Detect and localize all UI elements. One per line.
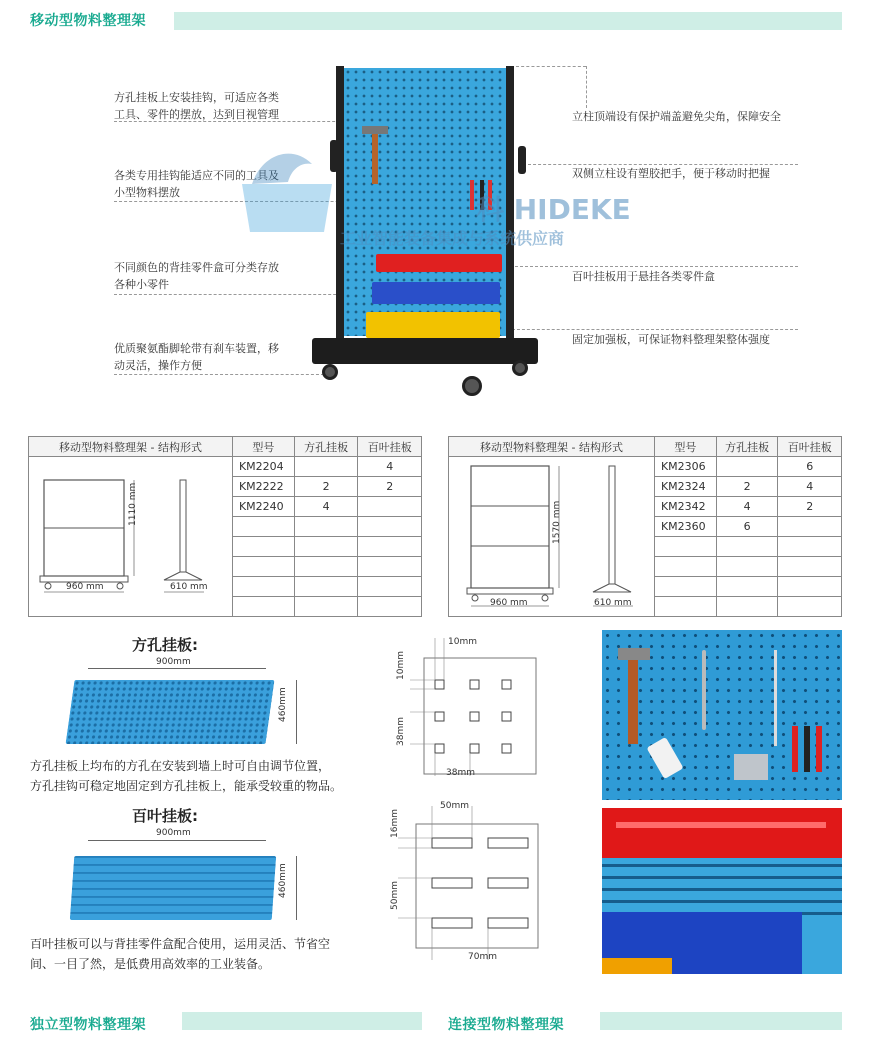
- handle-right: [518, 146, 526, 174]
- table-cell: 2: [716, 477, 778, 497]
- pegboard-tools-photo: [602, 630, 842, 800]
- column-header: 型号: [654, 437, 716, 457]
- footer-title-right: 连接型物料整理架: [448, 1017, 564, 1033]
- table-cell: KM2324: [654, 477, 716, 497]
- callout-line: [512, 329, 798, 330]
- table-cell: 6: [716, 517, 778, 537]
- hook-icon: [774, 650, 777, 746]
- table-cell: KM2306: [654, 457, 716, 477]
- louver-board-desc-1: 百叶挂板可以与背挂零件盒配合使用，运用灵活、节省空: [30, 937, 331, 951]
- caster-wheel-icon: [322, 364, 338, 380]
- square-board-height: 460mm: [278, 687, 288, 722]
- table-cell: [358, 557, 422, 577]
- callout-left-1: 方孔挂板上安装挂钩，可适应各类工具、零件的摆放，达到目视管理: [114, 91, 279, 121]
- table-cell: [716, 597, 778, 617]
- table-cell: [716, 557, 778, 577]
- table-cell: 4: [716, 497, 778, 517]
- square-hole-board: [66, 680, 275, 744]
- callout-right-1: 立柱顶端设有保护端盖避免尖角，保障安全: [572, 110, 781, 123]
- column-header: 型号: [232, 437, 294, 457]
- column-header: 方孔挂板: [294, 437, 358, 457]
- dim-height: 1110 mm: [128, 482, 138, 526]
- table-cell: [654, 557, 716, 577]
- table-cell: [654, 577, 716, 597]
- bin-rim: [616, 822, 826, 828]
- square-pitch-v: 38mm: [396, 717, 406, 746]
- footer-title-left: 独立型物料整理架: [30, 1017, 146, 1033]
- table-cell: [778, 597, 842, 617]
- dim-depth: 610 mm: [594, 598, 632, 608]
- parts-bin-blue: [372, 282, 500, 304]
- louver-slot-width: 50mm: [440, 801, 469, 811]
- table-cell: KM2222: [232, 477, 294, 497]
- callout-right-3: 百叶挂板用于悬挂各类零件盒: [572, 270, 715, 283]
- table-cell: [232, 537, 294, 557]
- dim-line: [88, 840, 266, 841]
- parts-bin-red: [376, 254, 502, 272]
- table-row: [449, 457, 842, 477]
- caster-wheel-icon: [512, 360, 528, 376]
- footer-bar-right: [600, 1012, 842, 1030]
- watermark-brand: 科 HIDEKE: [476, 193, 631, 226]
- screwdriver-icon: [816, 726, 822, 772]
- table-cell: [232, 597, 294, 617]
- table-cell: [358, 577, 422, 597]
- table-cell: [232, 517, 294, 537]
- table-cell: [716, 457, 778, 477]
- table-cell: [294, 597, 358, 617]
- dim-width: 960 mm: [66, 582, 104, 592]
- callout-line: [510, 266, 798, 267]
- callout-left-4: 优质聚氨酯脚轮带有刹车装置，移动灵活，操作方便: [114, 342, 279, 372]
- table-cell: 4: [778, 477, 842, 497]
- callout-left-3: 不同颜色的背挂零件盒可分类存放各种小零件: [114, 261, 279, 291]
- table-cell: [232, 577, 294, 597]
- square-pitch-h: 38mm: [446, 768, 475, 778]
- table-cell: [358, 597, 422, 617]
- table-cell: 4: [358, 457, 422, 477]
- louver-board: [70, 856, 276, 920]
- header-bar: [174, 12, 842, 30]
- table-cell: KM2360: [654, 517, 716, 537]
- table-cell: 2: [778, 497, 842, 517]
- louver-board-width: 900mm: [156, 828, 191, 838]
- wrench-icon: [702, 650, 706, 730]
- square-board-width: 900mm: [156, 657, 191, 667]
- louver-board-height: 460mm: [278, 863, 288, 898]
- square-hole-size-v: 10mm: [396, 651, 406, 680]
- screwdriver-icon: [804, 726, 810, 772]
- tape-icon: [646, 737, 683, 779]
- dim-height: 1570 mm: [552, 500, 562, 544]
- watermark-tagline: 工业智能装备集成与系统供应商: [340, 229, 565, 248]
- table-cell: [358, 537, 422, 557]
- table-cell: 6: [778, 457, 842, 477]
- table-row: [29, 457, 422, 477]
- callout-line: [114, 374, 324, 375]
- screwdriver-icon: [792, 726, 798, 772]
- table-cell: [716, 577, 778, 597]
- table-cell: [654, 537, 716, 557]
- table-cell: [294, 557, 358, 577]
- footer-bar-left: [182, 1012, 422, 1030]
- callout-right-2: 双侧立柱设有塑胶把手，便于移动时把握: [572, 167, 770, 180]
- table-cell: 2: [358, 477, 422, 497]
- hammer-head-icon: [618, 648, 650, 660]
- column-header: 方孔挂板: [716, 437, 778, 457]
- square-board-desc-1: 方孔挂板上均布的方孔在安装到墙上时可自由调节位置，: [30, 759, 331, 773]
- square-board-desc-2: 方孔挂钩可稳定地固定到方孔挂板上，能承受较重的物品。: [30, 779, 343, 793]
- square-hole-detail-diagram: [390, 636, 550, 784]
- screwdriver-icon: [470, 180, 474, 210]
- square-board-title: 方孔挂板:: [132, 636, 198, 654]
- dim-width: 960 mm: [490, 598, 528, 608]
- dim-line: [296, 856, 297, 920]
- hammer-icon: [628, 654, 638, 744]
- holder-icon: [734, 754, 768, 780]
- column-header: 百叶挂板: [358, 437, 422, 457]
- hammer-head-icon: [362, 126, 388, 134]
- louver-pitch-v: 50mm: [390, 881, 400, 910]
- square-hole-size: 10mm: [448, 637, 477, 647]
- table-cell: KM2342: [654, 497, 716, 517]
- table-cell: [778, 577, 842, 597]
- parts-bin-yellow: [366, 312, 500, 338]
- callout-left-2: 各类专用挂钩能适应不同的工具及小型物料摆放: [114, 169, 279, 199]
- dim-line: [88, 668, 266, 669]
- rack-drawing: [29, 457, 233, 617]
- louver-pitch-h: 70mm: [468, 952, 497, 962]
- table-cell: [654, 597, 716, 617]
- callout-line: [586, 66, 587, 108]
- table-cell: [778, 517, 842, 537]
- table-cell: [294, 577, 358, 597]
- callout-right-4: 固定加强板，可保证物料整理架整体强度: [572, 333, 770, 346]
- table-cell: KM2240: [232, 497, 294, 517]
- table-cell: 2: [294, 477, 358, 497]
- column-header: 百叶挂板: [778, 437, 842, 457]
- table-cell: [778, 537, 842, 557]
- louver-board-title: 百叶挂板:: [132, 807, 198, 825]
- table-cell: [358, 497, 422, 517]
- table-cell: 4: [294, 497, 358, 517]
- table-cell: [294, 537, 358, 557]
- spec-table-2: [448, 436, 842, 617]
- dim-line: [296, 680, 297, 744]
- table-cell: [778, 557, 842, 577]
- louver-board-desc-2: 间、一目了然，是低费用高效率的工业装备。: [30, 957, 271, 971]
- hammer-handle-icon: [372, 130, 378, 184]
- red-bins: [602, 808, 842, 858]
- table-cell: [294, 457, 358, 477]
- page-title: 移动型物料整理架: [30, 13, 146, 29]
- louver-slot-height: 16mm: [390, 809, 400, 838]
- table-cell: [716, 537, 778, 557]
- yellow-bin: [602, 958, 672, 974]
- louver-bins-photo: [602, 808, 842, 974]
- caster-wheel-icon: [462, 376, 482, 396]
- table-cell: [358, 517, 422, 537]
- dim-depth: 610 mm: [170, 582, 208, 592]
- table-cell: [294, 517, 358, 537]
- table-title: 移动型物料整理架 - 结构形式: [29, 437, 233, 457]
- rack-base: [312, 338, 538, 364]
- table-cell: [232, 557, 294, 577]
- watermark-logo-icon: [232, 144, 342, 236]
- table-cell: KM2204: [232, 457, 294, 477]
- table-title: 移动型物料整理架 - 结构形式: [449, 437, 655, 457]
- louver-detail-diagram: [390, 800, 550, 966]
